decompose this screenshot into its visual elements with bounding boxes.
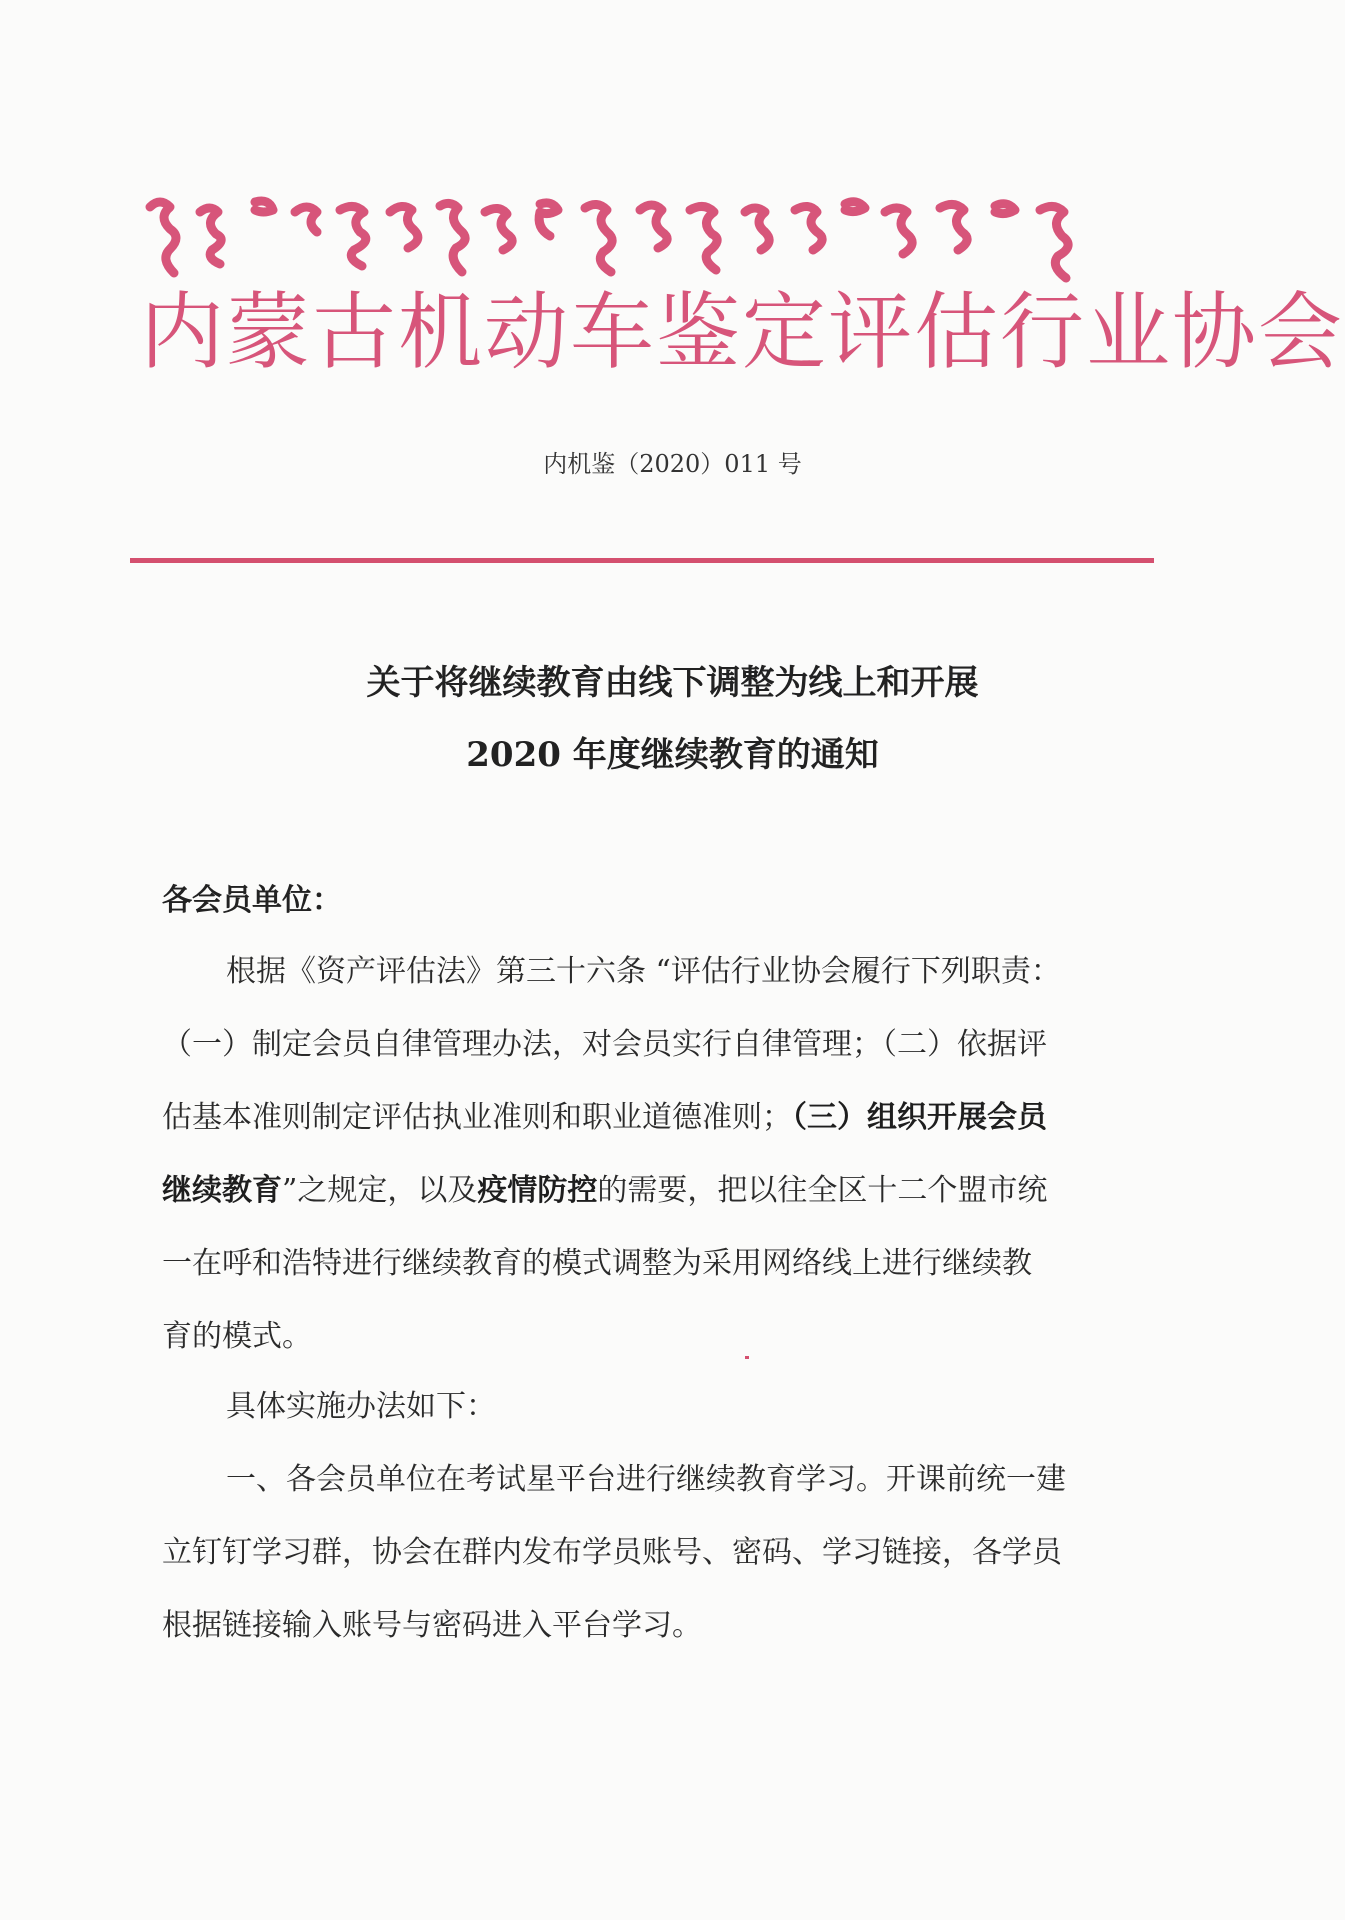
notice-title-line-1: 关于将继续教育由线下调整为线上和开展: [366, 663, 979, 703]
mongolian-script-logo: [140, 182, 1110, 292]
bold-text-run: 疫情防控: [477, 1173, 598, 1208]
paragraph-3-line: 立钉钉学习群，协会在群内发布学员账号、密码、学习链接，各学员: [162, 1535, 1062, 1570]
paragraph-1-line: 一在呼和浩特进行继续教育的模式调整为采用网络线上进行继续教: [162, 1246, 1032, 1281]
document-number: 内机鉴（2020）011 号: [543, 450, 802, 478]
scan-speck: [745, 1356, 749, 1359]
paragraph-1: [162, 935, 1132, 1373]
letterhead-divider: [130, 558, 1154, 563]
paragraph-1-line: （一）制定会员自律管理办法，对会员实行自律管理；（二）依据评: [162, 1027, 1047, 1062]
bold-text-run: （三）组织开展会员: [792, 1100, 1047, 1135]
salutation: 各会员单位：: [162, 883, 342, 918]
bold-text-run: 继续教育: [162, 1173, 282, 1208]
paragraph-3-line: 根据链接输入账号与密码进入平台学习。: [162, 1608, 702, 1643]
text-run: ”之规定，以及: [282, 1173, 478, 1208]
paragraph-1-line: 根据《资产评估法》第三十六条 “评估行业协会履行下列职责：: [226, 954, 1061, 989]
paragraph-1-line: 育的模式。: [162, 1319, 312, 1354]
text-run: 的需要，把以往全区十二个盟市统: [597, 1173, 1048, 1208]
paragraph-2: [162, 1370, 1132, 1443]
text-run: 估基本准则制定评估执业准则和职业道德准则；: [162, 1100, 792, 1135]
paragraph-3: [162, 1443, 1132, 1662]
notice-title-line-2: 2020 年度继续教育的通知: [466, 735, 879, 775]
paragraph-3-line: 一、各会员单位在考试星平台进行继续教育学习。开课前统一建: [226, 1462, 1066, 1497]
organization-name: 内蒙古机动车鉴定评估行业协会: [140, 283, 1345, 381]
paragraph-1-line: [162, 1154, 1132, 1227]
mongolian-script-graphic: [140, 182, 1110, 292]
paragraph-2-line: 具体实施办法如下：: [226, 1389, 496, 1424]
paragraph-1-line: [162, 1081, 1132, 1154]
